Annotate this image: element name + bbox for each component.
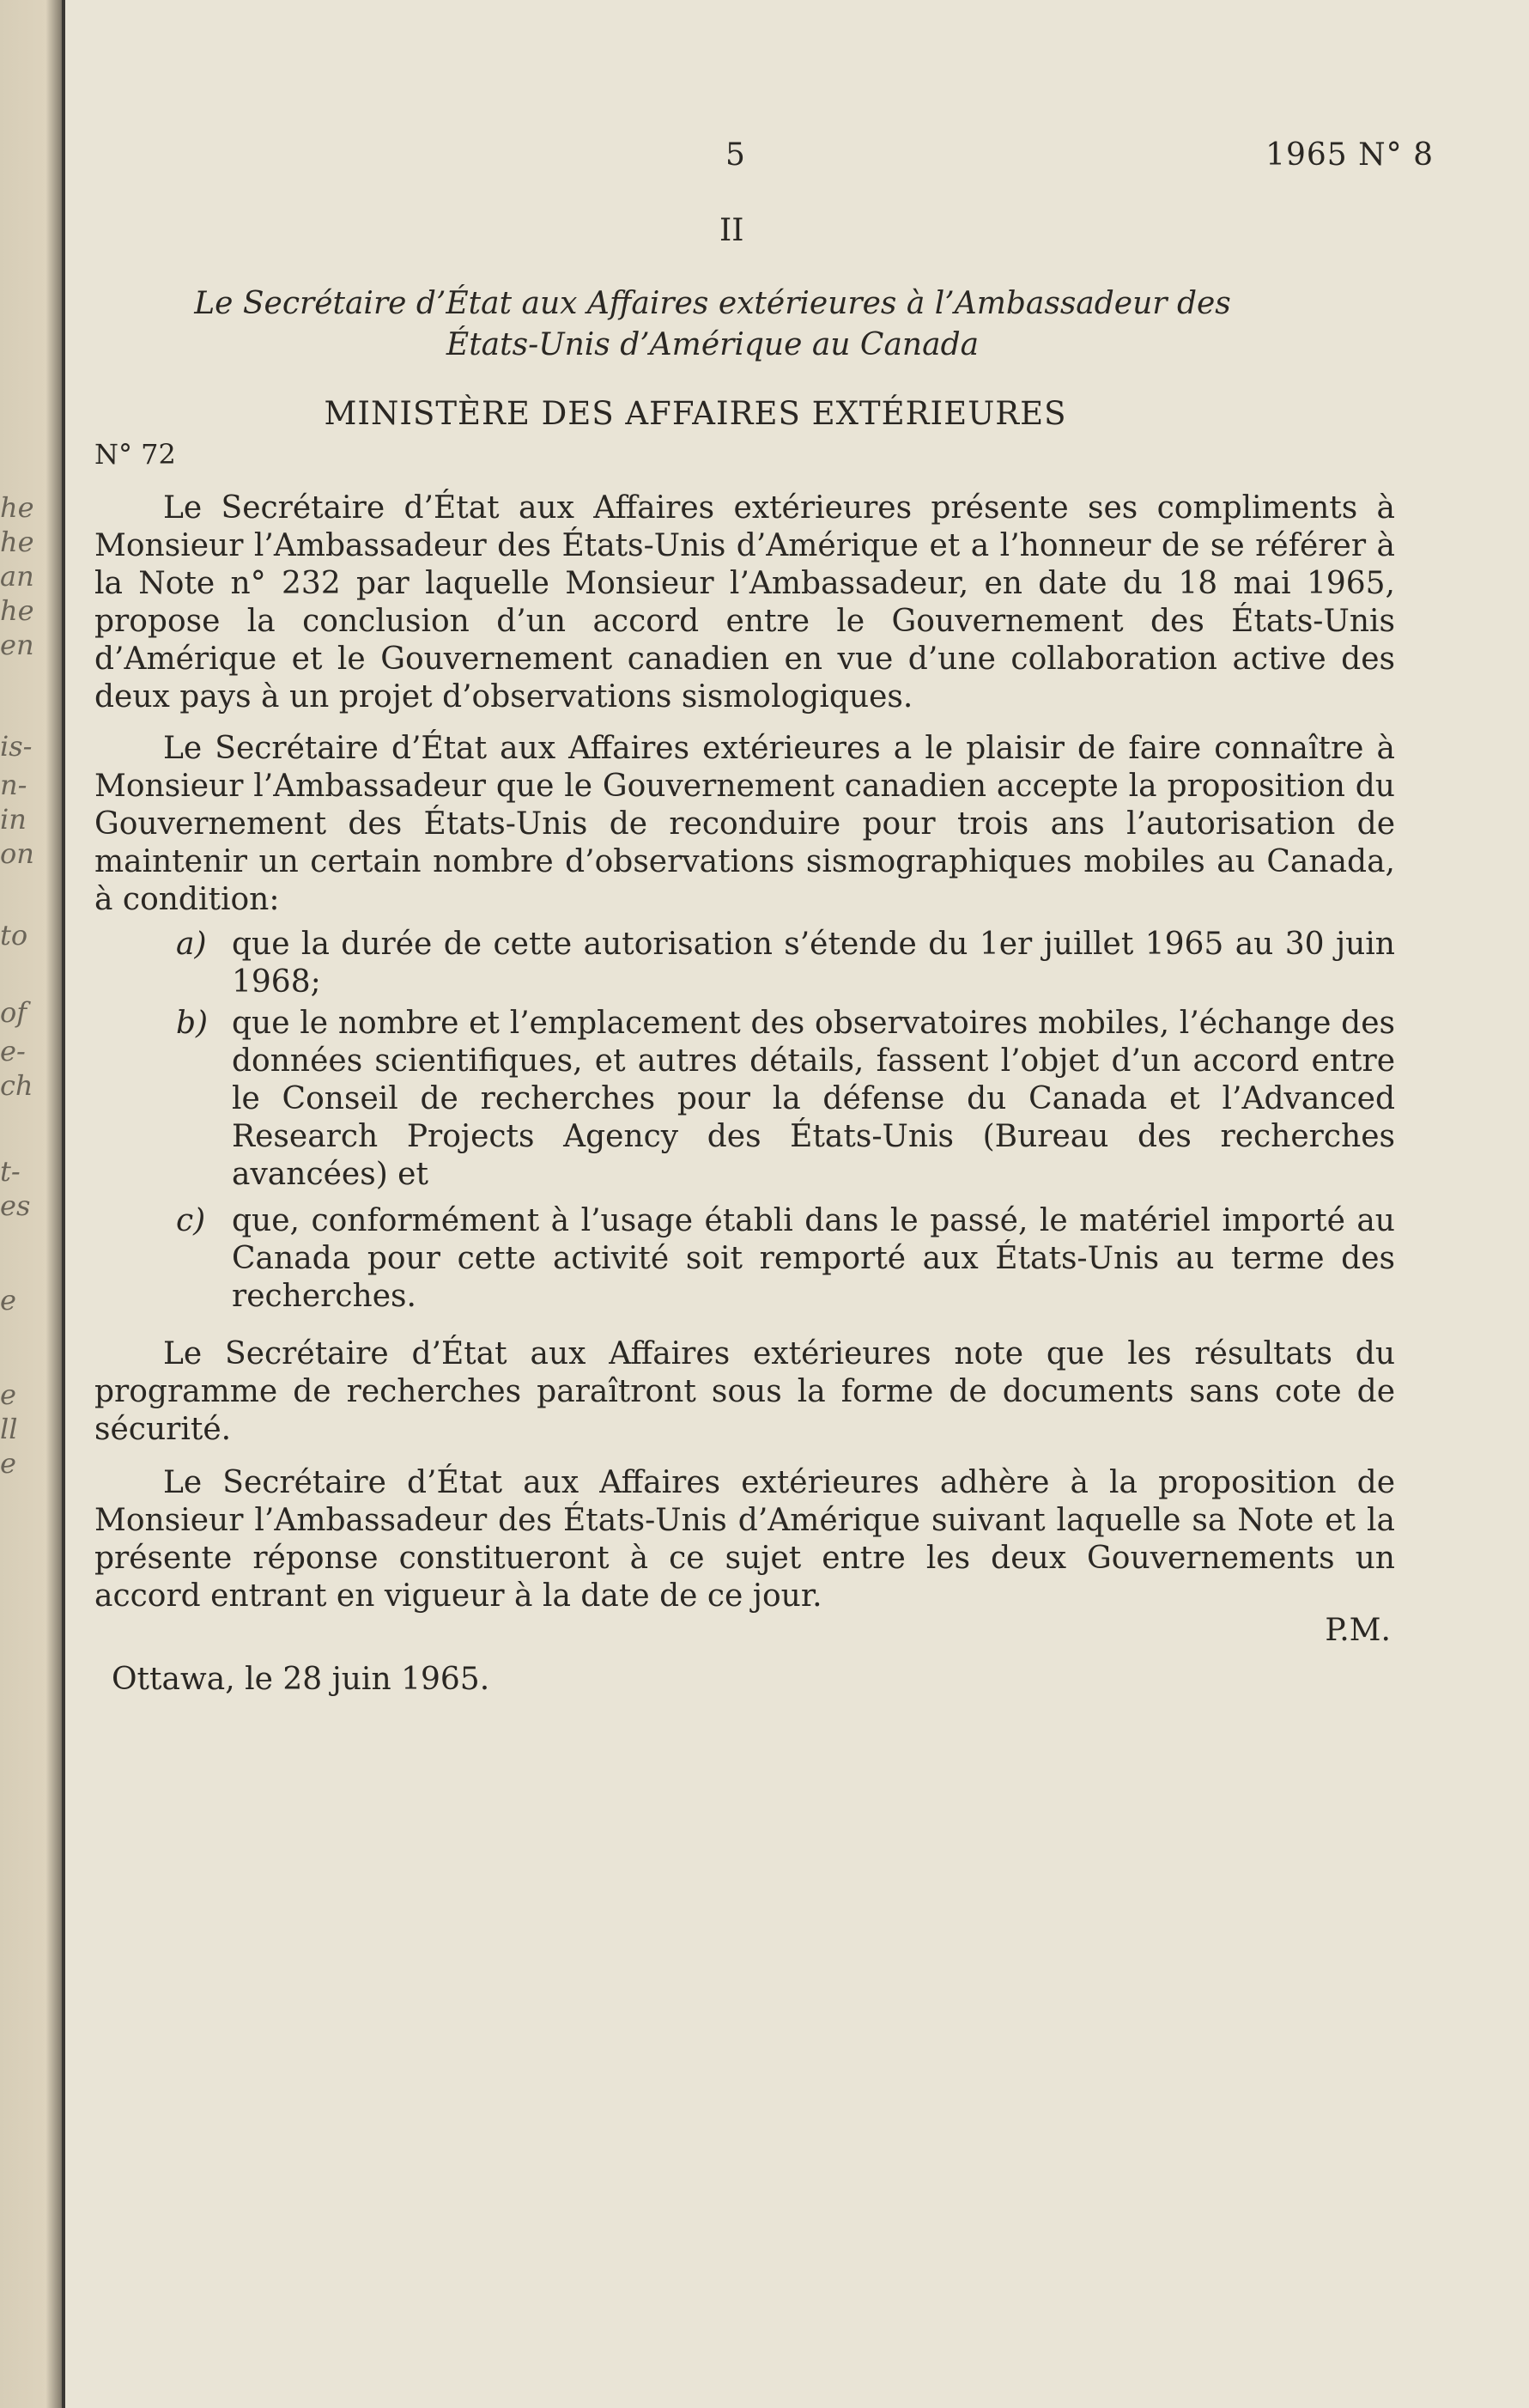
facing-page-fragment: in	[0, 803, 27, 836]
facing-page-fragment: on	[0, 837, 34, 870]
book-gutter	[62, 0, 65, 2408]
ministry-title: MINISTÈRE DES AFFAIRES EXTÉRIEURES	[324, 395, 1067, 432]
note-number: N° 72	[94, 438, 176, 471]
facing-page-fragment: ch	[0, 1069, 33, 1102]
page-number: 5	[725, 137, 745, 173]
facing-page-fragment: n-	[0, 769, 27, 801]
condition-label: b)	[176, 1006, 209, 1041]
place-and-date: Ottawa, le 28 juin 1965.	[112, 1662, 490, 1697]
facing-page-fragment: t-	[0, 1155, 21, 1188]
heading-line-2: États-Unis d’Amérique au Canada	[446, 327, 980, 362]
facing-page-fragment: e-	[0, 1035, 26, 1067]
condition-text: que la durée de cette autorisation s’étende du 1er juillet 1965 au 30 juin 1968;	[232, 927, 1395, 1000]
facing-page-fragment: is-	[0, 730, 33, 763]
facing-page-fragment: en	[0, 629, 34, 661]
paragraph-1: Le Secrétaire d’État aux Affaires extérieures présente ses compliments à Monsieur l’Ambassadeur des États-Unis d’Amérique et a l’honneur de se référer à la Note n° 232 par laquelle Monsieur l’Ambassadeur, en date du 18 mai 1965, propose la conclusion d’un accord entre le Gouvernement des États-Unis d’Amérique et le Gouvernement canadien en vue d’une collaboration active des deux pays à un projet d’observations sismologiques.	[94, 490, 1395, 714]
condition-a	[176, 926, 1395, 1001]
document-number: 1965 N° 8	[1265, 137, 1434, 173]
paragraph-4: Le Secrétaire d’État aux Affaires extérieures adhère à la proposition de Monsieur l’Ambassadeur des États-Unis d’Amérique suivant laquelle sa Note et la présente réponse constitueront à ce sujet entre les deux Gouvernements un accord entrant en vigueur à la date de ce jour.	[94, 1465, 1395, 1614]
facing-page-fragment: e	[0, 1284, 16, 1316]
document-page	[94, 0, 1434, 2408]
paragraph-3: Le Secrétaire d’État aux Affaires extérieures note que les résultats du programme de recherches paraîtront sous la forme de documents sans cote de sécurité.	[94, 1336, 1395, 1447]
signature-initials: P.M.	[1325, 1613, 1391, 1648]
condition-label: c)	[176, 1203, 206, 1238]
condition-b	[176, 1005, 1395, 1194]
letter-heading	[94, 283, 1331, 366]
facing-page-fragment: ll	[0, 1413, 18, 1445]
paragraph-2: Le Secrétaire d’État aux Affaires extérieures a le plaisir de faire connaître à Monsieur l’Ambassadeur que le Gouvernement canadien accepte la proposition du Gouvernement des États-Unis de reconduire pour trois ans l’autorisation de maintenir un certain nombre d’observations sismographiques mobiles au Canada, à condition:	[94, 731, 1395, 917]
section-number: II	[719, 213, 744, 248]
facing-page-fragment: es	[0, 1189, 31, 1222]
condition-label: a)	[176, 927, 207, 962]
condition-text: que, conformément à l’usage établi dans le passé, le matériel importé au Canada pour cette activité soit remporté aux États-Unis au terme des recherches.	[232, 1203, 1395, 1314]
facing-page-fragment: he	[0, 594, 34, 627]
facing-page-fragment: he	[0, 526, 34, 558]
facing-page-fragment: an	[0, 560, 34, 593]
facing-page-fragment: he	[0, 491, 34, 524]
condition-c	[176, 1202, 1395, 1316]
condition-text: que le nombre et l’emplacement des observatoires mobiles, l’échange des données scientifiques, et autres détails, fassent l’objet d’un accord entre le Conseil de recherches pour la défense du Canada et l’Advanced Research Projects Agency des États-Unis (Bureau des recherches avancées) et	[232, 1006, 1395, 1192]
facing-page-fragment: to	[0, 919, 28, 952]
facing-page-fragment: e	[0, 1447, 16, 1480]
heading-line-1: Le Secrétaire d’État aux Affaires extérieures à l’Ambassadeur des	[194, 286, 1231, 321]
facing-page-fragment: e	[0, 1378, 16, 1411]
facing-page-fragment: of	[0, 996, 27, 1029]
